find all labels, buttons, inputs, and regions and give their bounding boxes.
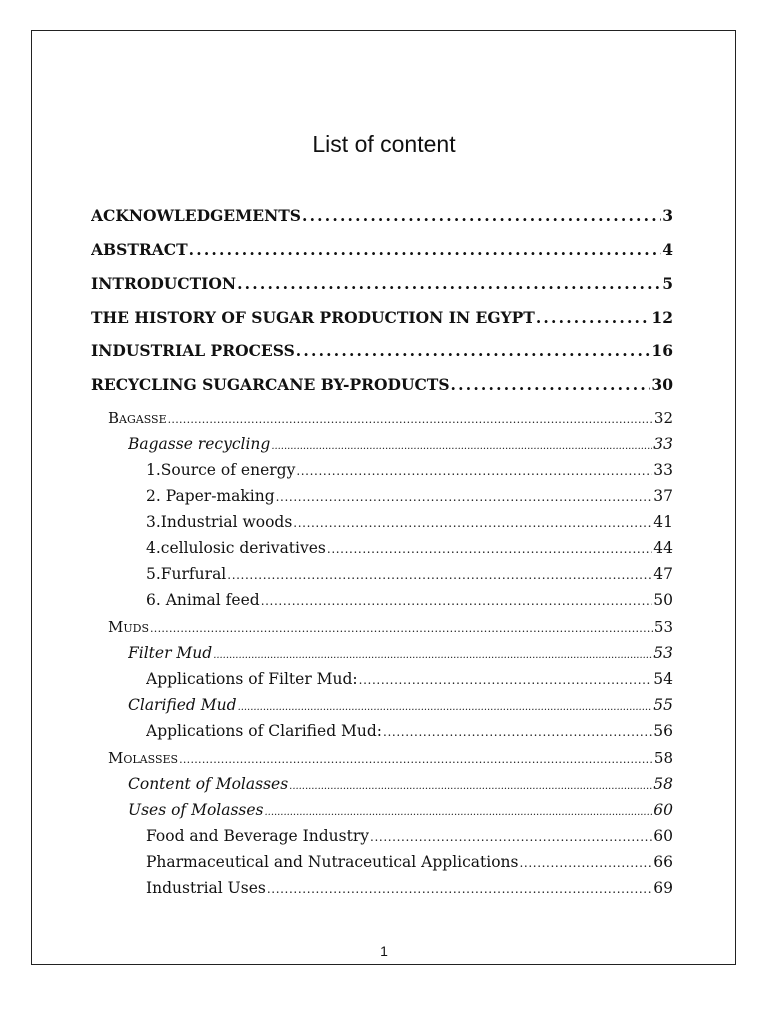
toc-entry-page: 54 xyxy=(653,670,673,688)
toc-entry-pharmaceutical[interactable] xyxy=(146,853,673,871)
toc-entry-label: Molasses xyxy=(108,749,179,767)
dot-leader xyxy=(265,807,653,818)
toc-entry-label: Food and Beverage Industry xyxy=(146,827,370,845)
toc-entry-page: 37 xyxy=(653,487,673,505)
toc-entry-page: 33 xyxy=(653,461,673,479)
toc-entry-content-of-molasses[interactable] xyxy=(128,775,673,793)
dot-leader xyxy=(302,206,661,225)
dot-leader xyxy=(289,781,652,792)
toc-entry-label: Content of Molasses xyxy=(128,775,289,793)
toc-entry-uses-of-molasses[interactable] xyxy=(128,801,673,819)
dot-leader xyxy=(296,341,651,360)
toc-entry-page: 53 xyxy=(653,618,673,636)
toc-entry-label: Bagasse recycling xyxy=(128,435,271,453)
toc-entry-label: 4.cellulosic derivatives xyxy=(146,539,326,557)
toc-entry-page: 47 xyxy=(653,565,673,583)
toc-entry-muds[interactable] xyxy=(108,618,673,636)
toc-entry-label: INTRODUCTION xyxy=(91,274,237,293)
toc-entry-page: 50 xyxy=(653,591,673,609)
toc-entry-label: 5.Furfural xyxy=(146,565,227,583)
toc-entry-page: 12 xyxy=(651,308,673,327)
toc-entry-label: 3.Industrial woods xyxy=(146,513,293,531)
toc-entry-page: 44 xyxy=(653,539,673,557)
toc-entry-history[interactable] xyxy=(91,308,673,327)
toc-entry-applications-clarified-mud[interactable] xyxy=(146,722,673,740)
dot-leader xyxy=(293,516,652,530)
dot-leader xyxy=(451,375,651,394)
dot-leader xyxy=(213,650,652,661)
dot-leader xyxy=(327,542,652,556)
toc-entry-molasses[interactable] xyxy=(108,749,673,767)
toc-entry-page: 4 xyxy=(662,240,673,259)
toc-entry-page: 5 xyxy=(662,274,673,293)
toc-entry-label: INDUSTRIAL PROCESS xyxy=(91,341,295,360)
toc-entry-page: 53 xyxy=(653,644,673,662)
toc-entry-page: 16 xyxy=(651,341,673,360)
toc-entry-page: 56 xyxy=(653,722,673,740)
toc-entry-label: 2. Paper-making xyxy=(146,487,275,505)
page-title: List of content xyxy=(312,131,456,157)
toc-entry-page: 58 xyxy=(653,749,673,767)
dot-leader xyxy=(238,702,653,713)
toc-entry-label: ACKNOWLEDGEMENTS xyxy=(91,206,301,225)
toc-entry-acknowledgements[interactable] xyxy=(91,206,673,225)
toc-entry-page: 60 xyxy=(653,801,673,819)
toc-entry-paper-making[interactable] xyxy=(146,487,673,505)
toc-entry-page: 32 xyxy=(653,409,673,427)
dot-leader xyxy=(150,622,653,635)
toc-entry-animal-feed[interactable] xyxy=(146,591,673,609)
toc-entry-label: Uses of Molasses xyxy=(128,801,264,819)
dot-leader xyxy=(536,308,651,327)
toc-entry-label: Filter Mud xyxy=(128,644,213,662)
toc-entry-label: ABSTRACT xyxy=(91,240,188,259)
toc-entry-industrial-woods[interactable] xyxy=(146,513,673,531)
toc-entry-applications-filter-mud[interactable] xyxy=(146,670,673,688)
toc-entry-recycling[interactable] xyxy=(91,375,673,394)
toc-entry-introduction[interactable] xyxy=(91,274,673,293)
toc-entry-industrial-process[interactable] xyxy=(91,341,673,360)
toc-entry-bagasse-recycling[interactable] xyxy=(128,435,673,453)
dot-leader xyxy=(237,274,661,293)
toc-entry-label: Applications of Clarified Mud: xyxy=(146,722,383,740)
toc-entry-page: 58 xyxy=(653,775,673,793)
dot-leader xyxy=(519,856,652,870)
dot-leader xyxy=(189,240,662,259)
page-number: 1 xyxy=(380,943,388,959)
toc-entry-page: 60 xyxy=(653,827,673,845)
dot-leader xyxy=(179,753,653,766)
toc-entry-bagasse[interactable] xyxy=(108,409,673,427)
toc-entry-label: Applications of Filter Mud: xyxy=(146,670,358,688)
toc-entry-page: 30 xyxy=(651,375,673,394)
toc-entry-label: Clarified Mud xyxy=(128,696,237,714)
toc-entry-page: 66 xyxy=(653,853,673,871)
toc-entry-page: 3 xyxy=(662,206,673,225)
toc-entry-food-beverage[interactable] xyxy=(146,827,673,845)
dot-leader xyxy=(271,441,652,452)
toc-entry-page: 55 xyxy=(653,696,673,714)
toc-entry-cellulosic-derivatives[interactable] xyxy=(146,539,673,557)
toc-entry-page: 69 xyxy=(653,879,673,897)
toc-entry-source-of-energy[interactable] xyxy=(146,461,673,479)
toc-entry-page: 41 xyxy=(653,513,673,531)
dot-leader xyxy=(227,568,652,582)
toc-entry-label: Bagasse xyxy=(108,409,167,427)
dot-leader xyxy=(383,725,652,739)
dot-leader xyxy=(168,413,653,426)
toc-entry-label: 6. Animal feed xyxy=(146,591,260,609)
toc-entry-filter-mud[interactable] xyxy=(128,644,673,662)
toc-entry-abstract[interactable] xyxy=(91,240,673,259)
toc-entry-label: Industrial Uses xyxy=(146,879,266,897)
toc-entry-label: Muds xyxy=(108,618,149,636)
toc-entry-label: 1.Source of energy xyxy=(146,461,296,479)
toc-entry-label: RECYCLING SUGARCANE BY-PRODUCTS xyxy=(91,375,450,394)
dot-leader xyxy=(296,464,652,478)
dot-leader xyxy=(267,882,652,896)
dot-leader xyxy=(261,594,653,608)
toc-entry-clarified-mud[interactable] xyxy=(128,696,673,714)
toc-entry-page: 33 xyxy=(653,435,673,453)
dot-leader xyxy=(359,673,653,687)
dot-leader xyxy=(276,490,653,504)
toc-entry-label: Pharmaceutical and Nutraceutical Applications xyxy=(146,853,519,871)
toc-entry-label: THE HISTORY OF SUGAR PRODUCTION IN EGYPT xyxy=(91,308,535,327)
dot-leader xyxy=(370,830,652,844)
toc-entry-furfural[interactable] xyxy=(146,565,673,583)
toc-entry-industrial-uses[interactable] xyxy=(146,879,673,897)
